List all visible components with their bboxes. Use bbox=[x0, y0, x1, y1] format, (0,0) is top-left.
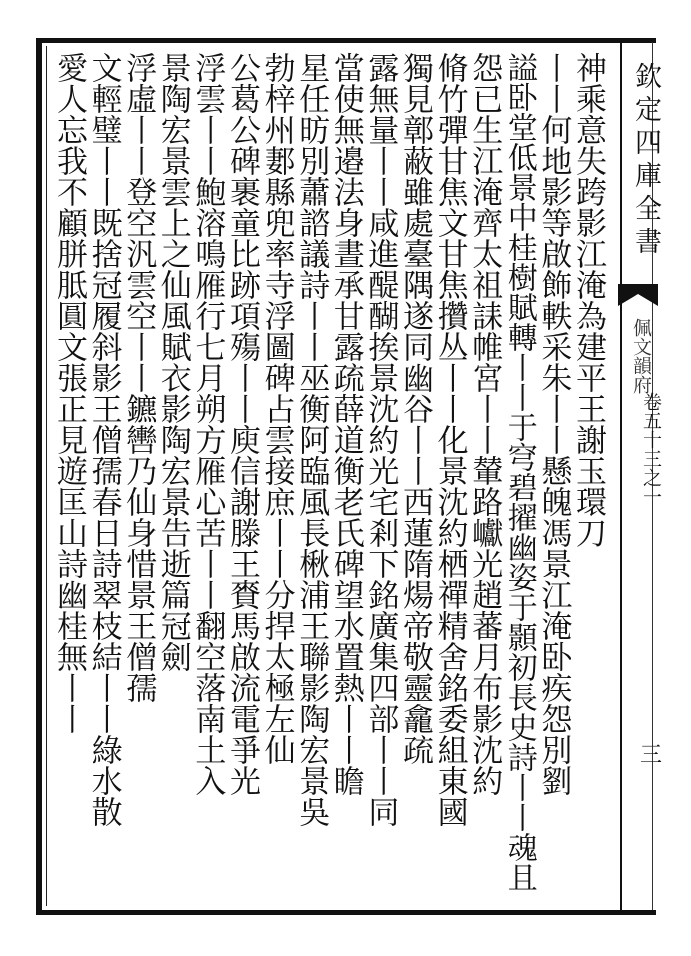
text-column: 景陶宏景雲上之仙風賦衣影陶宏景告逝篇冠劍 bbox=[154, 52, 191, 672]
section-title: 佩文韻府 bbox=[630, 318, 652, 394]
text-column: 浮虛丨丨登空汎雲空丨丨鑣轡乃仙身惜景王僧孺 bbox=[120, 52, 157, 703]
frame-margin-divider bbox=[620, 42, 622, 910]
text-column: 文輕璧丨丨既捨冠履斜影王僧孺春日詩翠枝結丨丨綠水散 bbox=[85, 52, 122, 827]
frame-top-border bbox=[36, 38, 656, 43]
frame-left-border bbox=[36, 38, 42, 915]
text-column: 獨見鄣蔽雖處臺隅遂同幽谷丨丨西蓮隋煬帝敬靈龕疏 bbox=[397, 52, 433, 765]
text-column: 怨已生江淹齊太祖誄帷宮丨丨輦路巘光趙蕃月布影沈約 bbox=[466, 52, 503, 796]
book-title: 欽定四庫全書 bbox=[630, 62, 661, 260]
fish-tail-mark-icon bbox=[616, 282, 660, 308]
text-column: 丨丨何地影等啟飾軼采朱丨丨懸魄馮景江淹卧疾怨別劉 bbox=[535, 52, 572, 796]
text-column: 當使無邉法身晝承甘露疏薛道衡老氏碑望水置熱丨丨瞻 bbox=[327, 52, 364, 796]
text-column: 露無量丨丨咸進醍醐挨景沈約光宅剎下銘廣集四部丨丨同 bbox=[362, 52, 399, 827]
frame-bottom-border bbox=[36, 910, 656, 915]
text-column: 公葛公碑裹童比跡項殤丨丨庾信謝滕王賚馬啟流電爭光 bbox=[224, 52, 260, 796]
volume-label: 卷五十三之一 bbox=[640, 392, 662, 506]
page-number: 三 bbox=[640, 743, 663, 768]
text-column: 謚卧堂低景中桂樹賦轉丨丨于穹碧擢幽姿于顥初長史詩丨丨魂且 bbox=[501, 52, 537, 892]
text-column: 星任昉別蕭諮議詩丨丨巫衡阿臨風長楸浦王聯影陶宏景吳 bbox=[293, 52, 330, 827]
frame-inner-left-line bbox=[46, 46, 47, 906]
text-column: 浮雲丨丨鮑溶鳴雁行七月朔方雁心苦丨丨翻空落南土入 bbox=[189, 52, 226, 796]
text-column: 愛人忘我不顧胼胝圓文張正見遊匡山詩幽桂無丨丨 bbox=[51, 52, 87, 734]
text-column: 勃梓州郪縣兜率寺浮圖碑占雲接庶丨丨分捍太極左仙 bbox=[258, 52, 295, 765]
text-column: 神乘意失跨影江淹為建平王謝玉環刀 bbox=[570, 52, 606, 548]
text-column: 脩竹彈甘焦文甘焦攢丛丨丨化景沈約栖禪精舍銘委組東國 bbox=[431, 52, 468, 827]
